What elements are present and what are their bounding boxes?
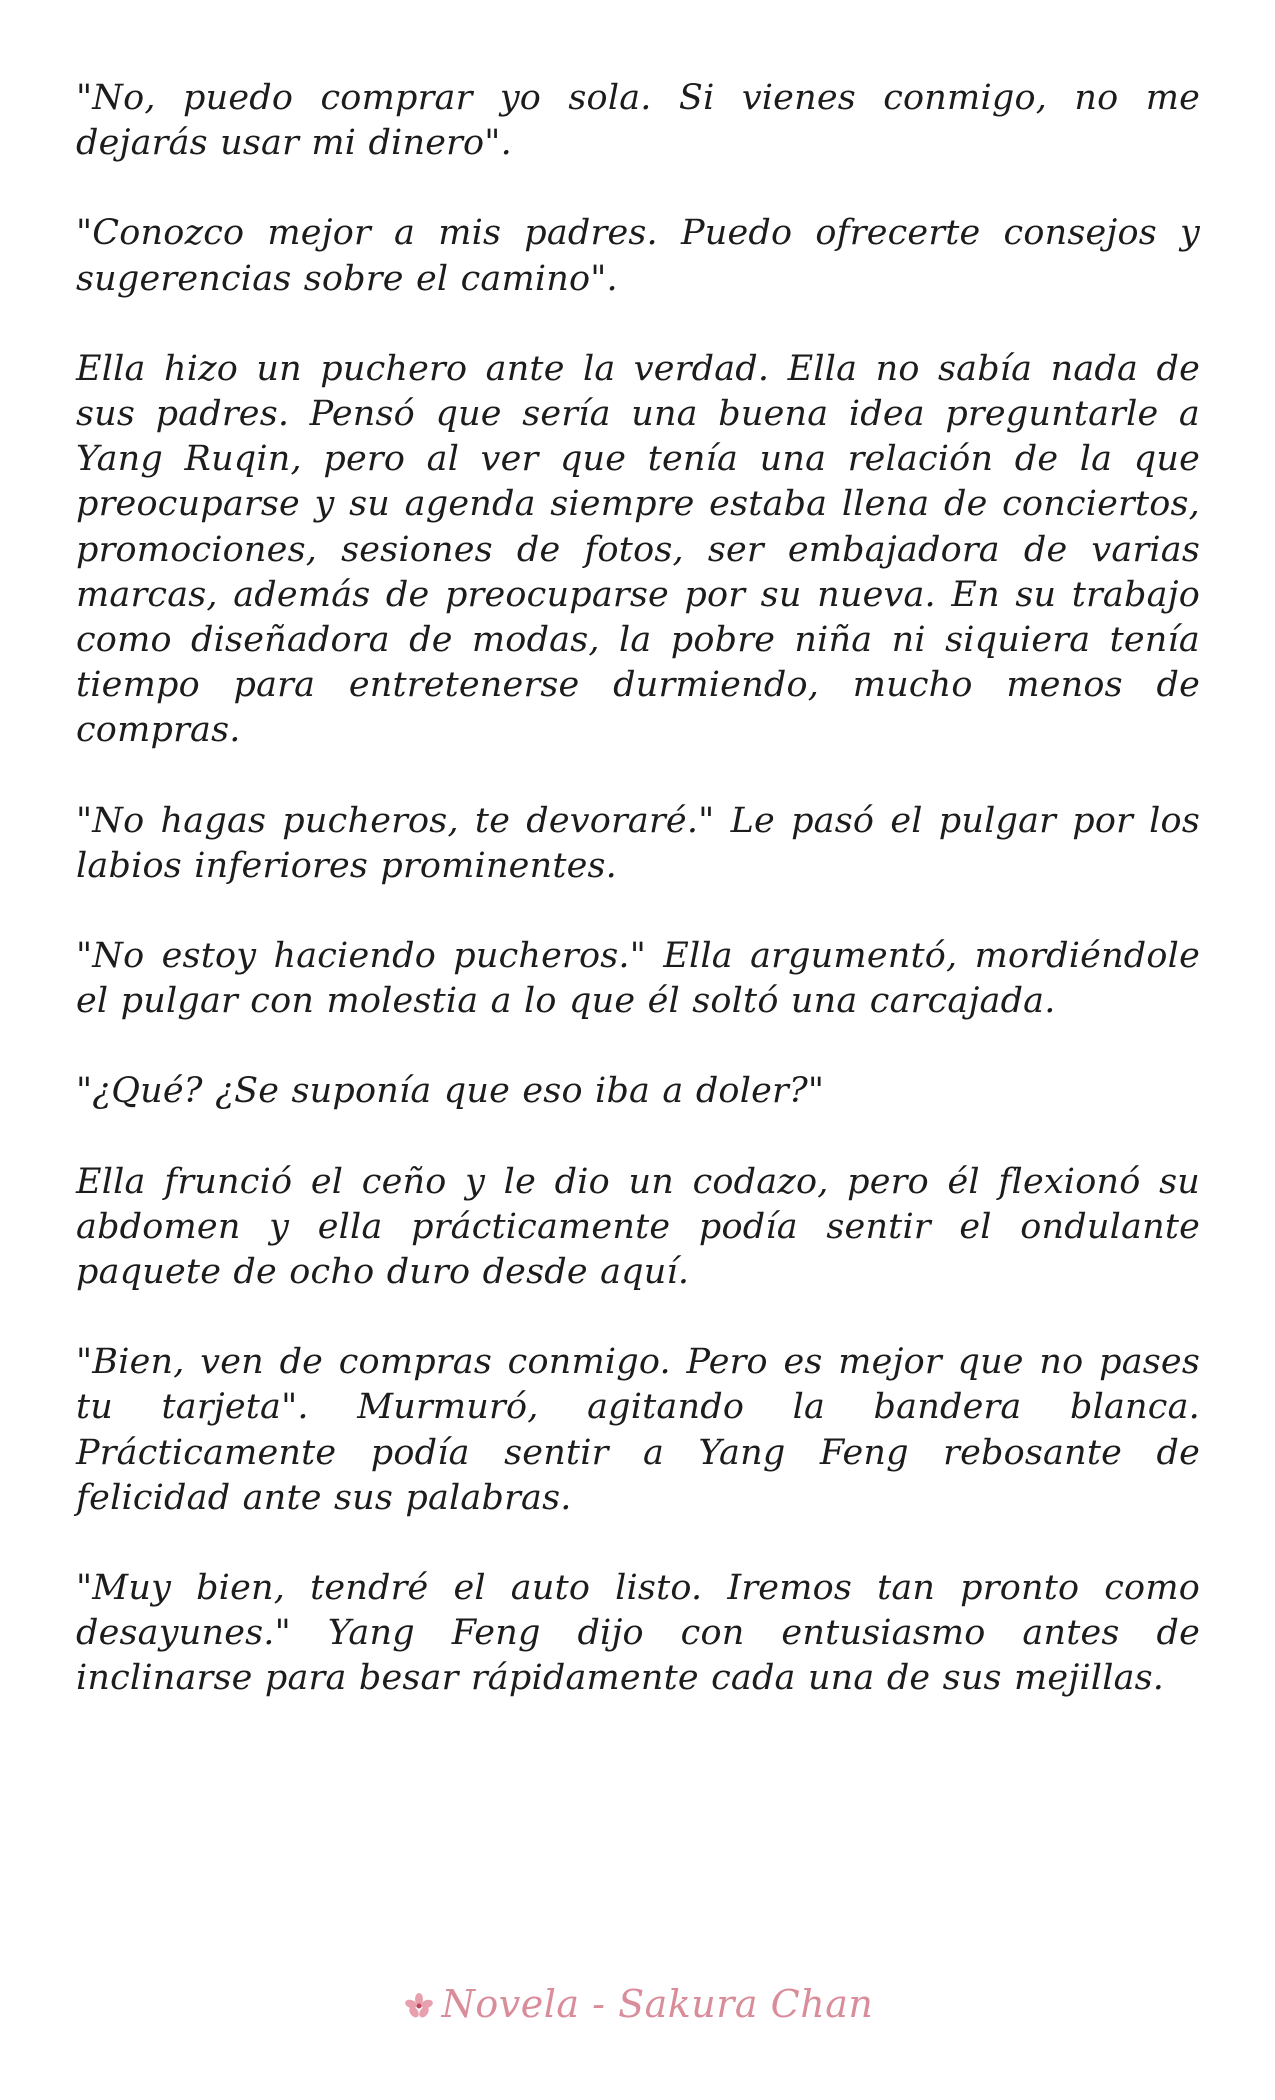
- sakura-flower-icon: [402, 1986, 436, 2016]
- watermark-text: Novela - Sakura Chan: [441, 1982, 874, 2026]
- paragraph: "¿Qué? ¿Se suponía que eso iba a doler?": [76, 1071, 825, 1112]
- paragraph: "Muy bien, tendré el auto listo. Iremos tan pronto como desayunes." Yang Feng dijo con entusiasmo antes de inclinarse para besar rápidamente cada una de sus mejillas.: [76, 1568, 1200, 1699]
- paragraph: "No hagas pucheros, te devoraré." Le pasó el pulgar por los labios inferiores prominentes.: [76, 800, 1200, 886]
- paragraph: "No, puedo comprar yo sola. Si vienes conmigo, no me dejarás usar mi dinero".: [76, 78, 1200, 164]
- paragraph: Ella frunció el ceño y le dio un codazo, pero él flexionó su abdomen y ella prácticamente podía sentir el ondulante paquete de ocho duro desde aquí.: [76, 1161, 1200, 1293]
- paragraph: "Conozco mejor a mis padres. Puedo ofrecerte consejos y sugerencias sobre el camino".: [76, 213, 1200, 299]
- watermark: [0, 1982, 1275, 2026]
- paragraph: "No estoy haciendo pucheros." Ella argumentó, mordiéndole el pulgar con molestia a lo que él soltó una carcajada.: [76, 936, 1200, 1022]
- document-body: [76, 76, 1200, 1747]
- paragraph: Ella hizo un puchero ante la verdad. Ella no sabía nada de sus padres. Pensó que sería una buena idea preguntarle a Yang Ruqin, pero al ver que tenía una relación de la que preocuparse y su agenda siempre estaba llena de conciertos, promociones, sesiones de fotos, ser embajadora de varias marcas, además de preocuparse por su nueva. En su trabajo como diseñadora de modas, la pobre niña ni siquiera tenía tiempo para entretenerse durmiendo, mucho menos de compras.: [76, 348, 1200, 751]
- paragraph: "Bien, ven de compras conmigo. Pero es mejor que no pases tu tarjeta". Murmuró, agitando la bandera blanca. Prácticamente podía sentir a Yang Feng rebosante de felicidad ante sus palabras.: [76, 1342, 1200, 1518]
